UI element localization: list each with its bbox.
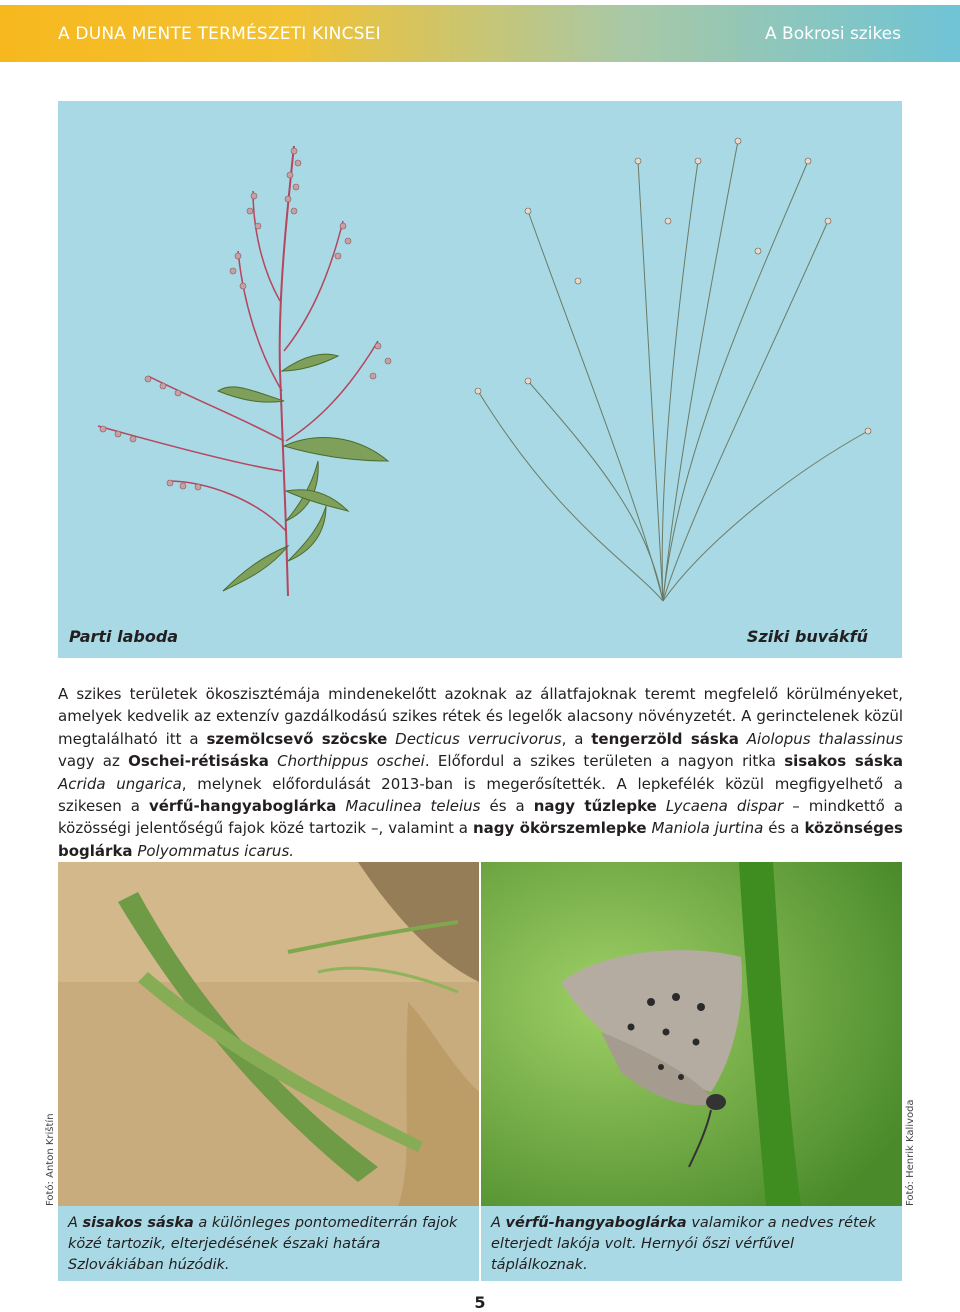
caption-left-post: a különleges pontomediterrán fajok közé tartozik, elterjedésének északi határa Szlovákiában húzódik. bbox=[68, 1215, 458, 1273]
sziki-buvakfu-illustration bbox=[478, 141, 868, 601]
text-run: vagy az bbox=[58, 752, 129, 771]
scientific-name: Decticus verrucivorus bbox=[395, 729, 562, 748]
photo-credit-left: Fotó: Anton Krištín bbox=[45, 1113, 56, 1206]
plant-illustrations bbox=[58, 101, 902, 658]
sziki-buvakfu-flowers bbox=[475, 138, 871, 434]
text-run bbox=[387, 730, 395, 748]
text-run: és a bbox=[763, 819, 805, 838]
species-name: vérfű-hangyaboglárka bbox=[148, 797, 337, 816]
species-name: nagy tűzlepke bbox=[533, 797, 657, 816]
scientific-name: Acrida ungarica bbox=[58, 774, 182, 793]
caption-right-post: valamikor a nedves rétek elterjedt lakója volt. Hernyói őszi vérfűvel táplálkoznak. bbox=[491, 1215, 877, 1273]
plant-caption-left: Parti laboda bbox=[69, 627, 179, 646]
text-run: és a bbox=[480, 797, 534, 816]
text-run: , a bbox=[561, 729, 592, 748]
butterfly-photo bbox=[481, 862, 902, 1206]
species-name: közönséges boglárka bbox=[58, 819, 903, 860]
species-name: Oschei-rétisáska bbox=[128, 752, 269, 771]
text-run: A szikes területek ökoszisztémája mindenekelőtt azoknak az állatfajoknak teremt megfelelő körülményeket, amelyek kedvelik az extenzív gazdálkodású szikes rétek és legelők alacsony növényzetét. A gerinctelenek közül megtalálható itt a bbox=[58, 685, 903, 748]
body-paragraph bbox=[58, 683, 903, 862]
species-name: nagy ökörszemlepke bbox=[472, 819, 647, 838]
plant-illustration-panel bbox=[58, 101, 902, 658]
parti-laboda-leaves bbox=[218, 354, 388, 591]
caption-left-pre: A bbox=[68, 1215, 83, 1231]
scientific-name: Aiolopus thalassinus bbox=[746, 729, 904, 748]
scientific-name: Maniola jurtina bbox=[651, 819, 764, 838]
photo-verfu-hangyaboglarka bbox=[481, 862, 902, 1206]
text-run: . Előfordul a szikes területen a nagyon ritka bbox=[424, 752, 785, 771]
species-name: tengerzöld sáska bbox=[591, 729, 739, 748]
scientific-name: Maculinea teleius bbox=[345, 797, 481, 816]
species-name: sisakos sáska bbox=[784, 752, 903, 771]
photo-sisakos-saska bbox=[58, 862, 479, 1206]
text-run: , melynek előfordulását 2013-ban is megerősítették. A lepkefélék közül megfigyelhető a szikesen a bbox=[58, 774, 903, 816]
photo-credit-right: Fotó: Henrik Kalivoda bbox=[905, 1099, 916, 1206]
caption-right-pre: A bbox=[491, 1215, 506, 1231]
text-run bbox=[739, 730, 747, 748]
photo-caption-left bbox=[58, 1206, 479, 1281]
photo-caption-right bbox=[481, 1206, 902, 1281]
series-title: A DUNA MENTE TERMÉSZETI KINCSEI bbox=[58, 24, 381, 44]
page-header bbox=[0, 5, 960, 62]
caption-left-bold: sisakos sáska bbox=[82, 1215, 194, 1231]
parti-laboda-illustration bbox=[98, 146, 378, 596]
scientific-name: Lycaena dispar bbox=[665, 797, 784, 816]
plant-caption-right: Sziki buvákfű bbox=[746, 627, 868, 646]
chapter-title: A Bokrosi szikes bbox=[765, 24, 901, 44]
species-name: szemölcsevő szöcske bbox=[206, 729, 388, 748]
text-run bbox=[269, 752, 277, 770]
scientific-name: Chorthippus oschei bbox=[277, 752, 425, 771]
text-run: – mindkettő a közösségi jelentőségű fajok közé tartozik –, valamint a bbox=[58, 797, 904, 838]
caption-right-bold: vérfű-hangyaboglárka bbox=[505, 1215, 687, 1231]
grasshopper-photo bbox=[58, 862, 479, 1206]
text-run bbox=[657, 797, 666, 815]
scientific-name: Polyommatus icarus. bbox=[137, 841, 295, 860]
page-number: 5 bbox=[474, 1293, 486, 1312]
